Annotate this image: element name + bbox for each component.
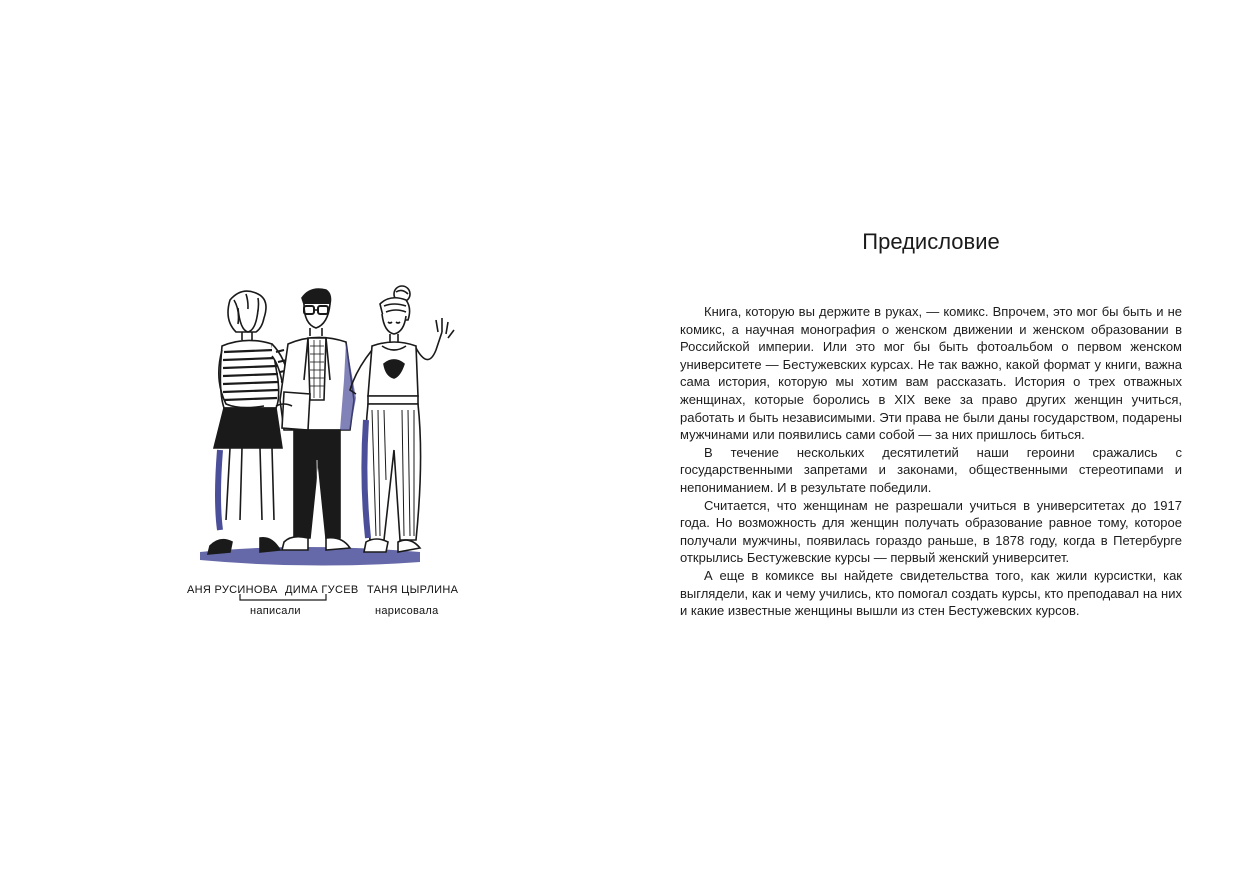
authors-bracket <box>238 592 328 606</box>
illustrator-name: ТАНЯ ЦЫРЛИНА <box>367 584 459 596</box>
author-name-1: АНЯ РУСИНОВА <box>187 584 278 596</box>
paragraph-2: В течение нескольких десятилетий наши героини сражались с государственными запретами и законами, общественными стереотипами и непониманием. И в результате победили. <box>680 444 1182 495</box>
woman-right-figure <box>350 286 454 552</box>
page-title: Предисловие <box>862 229 1000 254</box>
woman-left-figure <box>208 291 290 554</box>
authors-illustration <box>180 280 460 580</box>
author-name-2: ДИМА ГУСЕВ <box>285 584 359 596</box>
man-middle-figure <box>280 289 356 550</box>
paragraph-3: Считается, что женщинам не разрешали учиться в университетах до 1917 года. Но возможность для женщин получать образование равное тому, которое получали мужчины, появилась гораздо раньше, в 1878 году, когда в Петербурге открылись Бестужевские курсы — первый женский университет. <box>680 497 1182 566</box>
authors-role-label: написали <box>250 605 301 617</box>
illustrator-role-label: нарисовала <box>375 605 439 617</box>
paragraph-4: А еще в комиксе вы найдете свидетельства того, как жили курсистки, как выглядели, как и чему учились, кто помогал создать курсы, кто преподавал на них и какие известные женщины вышли из стен Бестужевских курсов. <box>680 567 1182 619</box>
foreword-body <box>680 303 1182 620</box>
three-people-drawing <box>180 280 460 580</box>
paragraph-1: Книга, которую вы держите в руках, — комикс. Впрочем, это мог бы быть и не комикс, а научная монография о женском движении и женском образовании в Российской империи. Или это мог бы быть фотоальбом о первом женском университете — Бестужевских курсах. Не так важно, какой формат у книги, важна сама история, которую мы хотим вам рассказать. История о трех отважных женщинах, которые боролись в XIX веке за право других женщин учиться, работать и быть независимыми. Эти права не были даны государством, подарены мужчинами или появились сами собой — за них пришлось биться. <box>680 304 1182 443</box>
